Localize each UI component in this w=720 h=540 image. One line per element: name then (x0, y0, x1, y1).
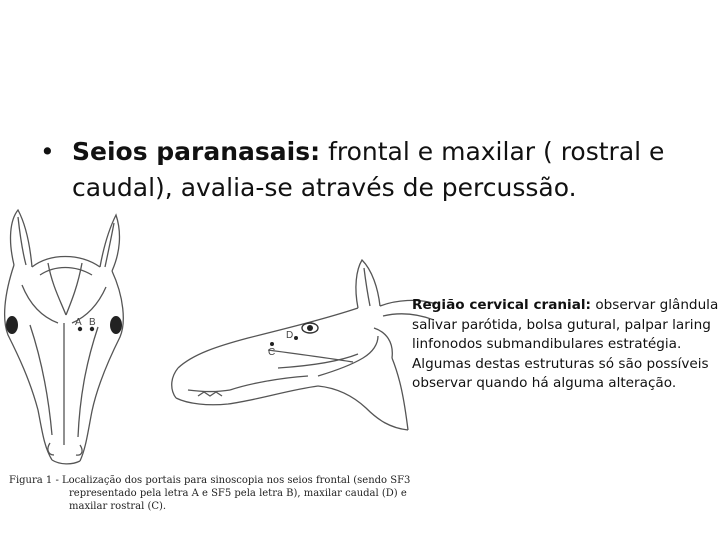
caption-line-3: maxilar rostral (C). (69, 501, 167, 512)
note-line-3: linfonodos submandibulares estratégia. (412, 336, 682, 352)
cervical-region-note (412, 296, 720, 394)
figure-caption (9, 474, 449, 513)
label-b: B (89, 317, 96, 328)
note-line-5: observar quando há alguma alteração. (412, 375, 677, 391)
note-line-2: salivar parótida, bolsa gutural, palpar laring (412, 316, 711, 333)
note-line-4: Algumas destas estruturas só são possíveis (412, 355, 709, 372)
note-line-1 (412, 296, 720, 316)
label-a: A (75, 317, 82, 328)
bullet-bold-label: Seios paranasais: (72, 137, 321, 166)
note-bold-label: Região cervical cranial: (412, 297, 591, 313)
caption-line-2: representado pela letra A e SF5 pela letra B), maxilar caudal (D) e (69, 488, 407, 499)
horse-head-side-illustration (168, 258, 438, 433)
note-line-1-rest: observar glândula (591, 297, 719, 313)
bullet-text (72, 134, 687, 206)
label-c: C (268, 347, 276, 358)
bullet-body: frontal e maxilar ( rostral e caudal), avalia-se através de percussão. (72, 137, 665, 202)
label-d: D (286, 330, 294, 341)
caption-line-1: Figura 1 - Localização dos portais para sinoscopia nos seios frontal (sendo SF3 (9, 475, 411, 486)
horse-head-front-illustration (0, 205, 130, 467)
bullet-dot: • (40, 137, 55, 166)
